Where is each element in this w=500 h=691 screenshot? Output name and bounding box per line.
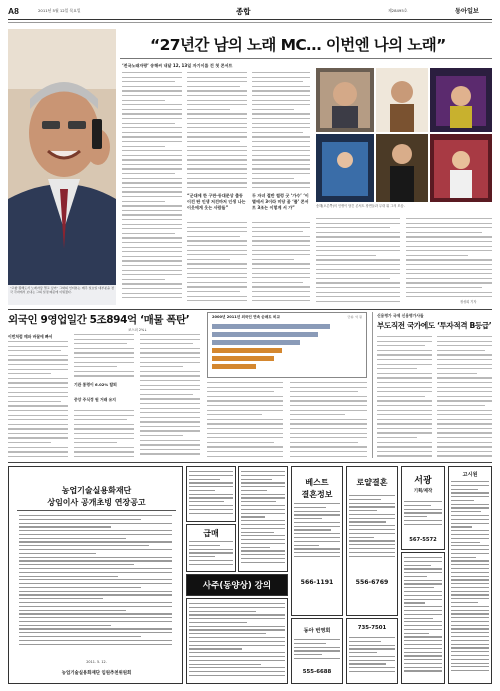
ad8-phone: 735-7501 bbox=[357, 625, 387, 631]
story2-col2 bbox=[74, 334, 134, 378]
ad-seogwang bbox=[401, 466, 445, 550]
ad3-title: 로얄결혼 bbox=[356, 478, 388, 487]
ad-royal-marriage bbox=[346, 466, 398, 616]
top-story-body-col2b bbox=[187, 222, 247, 304]
ad1-title-line2: 상임이사 공개초빙 연장공고 bbox=[47, 498, 146, 507]
story2-col1 bbox=[8, 341, 68, 457]
header-issue: 제28495호 bbox=[388, 8, 408, 13]
top-story-byline: 정성희 기자 bbox=[460, 300, 477, 304]
photo-caption: “고향 황해도서 노래자랑 열고 싶어” 그와의 인터뷰는 매주 일요일 대부분을 전국 각지에서 보내는 그의 일정 때문에 이뤄졌다. bbox=[10, 286, 114, 295]
section-name: 종합 bbox=[236, 7, 251, 16]
top-story-body-col3b bbox=[252, 222, 310, 304]
ad2-title: 결혼정보 bbox=[301, 490, 333, 499]
chart-box bbox=[207, 312, 367, 378]
ad7-lines bbox=[294, 639, 340, 667]
ad7-title: 동아 번영회 bbox=[303, 628, 331, 634]
ad-col-b-1 bbox=[238, 466, 288, 572]
story3-kicker: 신용평가 국제 신용평가사들 bbox=[377, 313, 424, 318]
sub-headline-1: “군대에 한 구판·동대문상 출동 이건 딴 인생 저건마저 인생 나는 이웃에게 웃는 사람들” bbox=[187, 193, 246, 210]
ad-dong-a bbox=[291, 618, 343, 684]
chart-plot bbox=[212, 322, 364, 376]
ad-col-e-2 bbox=[401, 552, 445, 684]
chart-note: 단위: 억 원 bbox=[347, 315, 362, 319]
ad4-sub: 기획/제작 bbox=[413, 489, 433, 494]
ad1-body bbox=[19, 515, 172, 655]
story2-sub-1: 이번처럼 매파 바꿀에 빠서 bbox=[8, 334, 53, 339]
ad-col-a-3 bbox=[186, 598, 288, 684]
ad-col-e-2-lines bbox=[404, 557, 442, 681]
ad-col-a-1-lines bbox=[189, 471, 233, 519]
top-story-body-col2 bbox=[187, 72, 247, 190]
story3-headline: 부도직전 국가에도 ‘투자적격 B등급’ bbox=[377, 321, 492, 330]
story3-col1 bbox=[377, 336, 432, 457]
story2-sub-2: 기관 통령이 6.02% 탈퇴 bbox=[74, 382, 117, 387]
ad3-lines bbox=[349, 495, 395, 565]
story2-sub-3: 중앙 주식정 원 거래 유지 bbox=[74, 397, 116, 402]
ad1-date: 2011. 5. 12. bbox=[86, 660, 107, 664]
ad4-phone: 567-5572 bbox=[409, 537, 437, 543]
ad9-lines bbox=[451, 481, 489, 681]
story2-col2b bbox=[74, 410, 134, 457]
top-story-body-col3 bbox=[252, 72, 310, 190]
ad-saju-lecture bbox=[186, 574, 288, 596]
ad-urgent-sale bbox=[186, 524, 236, 572]
ad-goshiwon bbox=[448, 466, 492, 684]
top-story-body-col5 bbox=[406, 218, 492, 298]
page-number: A8 bbox=[8, 6, 19, 16]
header-rule bbox=[8, 19, 492, 20]
ad2-brand: 베스트 bbox=[305, 478, 329, 487]
ad-best-marriage bbox=[291, 466, 343, 616]
story2-col4 bbox=[207, 382, 283, 457]
ad-col-a-3-lines bbox=[189, 603, 285, 681]
top-story-photo bbox=[8, 29, 116, 305]
collage-caption: 송해(오른쪽)의 인생이 담긴 콘서트 장면들과 무대 위 그의 모습. bbox=[316, 204, 405, 208]
ad3-phone: 556-6769 bbox=[355, 579, 389, 586]
ad6-title: 급매 bbox=[203, 529, 219, 538]
ad-col-a-1 bbox=[186, 466, 236, 522]
top-story-headline: “27년간 남의 노래 MC… 이번엔 나의 노래” bbox=[150, 36, 446, 54]
header-date: 2011년 5월 12일 목요일 bbox=[38, 8, 81, 13]
paper-logo: 동아일보 bbox=[455, 8, 479, 15]
ad9-title: 고시원 bbox=[462, 472, 478, 478]
column-divider bbox=[372, 312, 373, 458]
ad1-title-line1: 농업기술실용화재단 bbox=[61, 486, 132, 495]
ad-recruitment bbox=[8, 466, 183, 684]
concert-photo-collage bbox=[316, 68, 492, 202]
top-story-kicker: ‘전국노래자랑’ 송해씨 내달 12, 13일 자기이름 건 첫 콘서트 bbox=[122, 63, 233, 68]
portrait-illustration bbox=[8, 29, 116, 305]
story2-col5 bbox=[290, 382, 367, 457]
section-rule-2 bbox=[8, 462, 492, 463]
ad1-footer: 농업기술실용화재단 임원추천위원회 bbox=[61, 671, 132, 676]
chart-bars bbox=[212, 324, 330, 369]
ad-col-d-2 bbox=[346, 618, 398, 684]
story2-col3 bbox=[140, 334, 200, 457]
photo-caption-box bbox=[8, 285, 116, 305]
story2-kicker: 코스피 2%↓ bbox=[128, 328, 148, 332]
section-rule-1 bbox=[8, 309, 492, 310]
chart-title: 2000년 2011년 외국인 연속 순매도 비교 bbox=[212, 315, 280, 319]
top-story-body-col1 bbox=[122, 72, 182, 304]
ad4-brand: 서광 bbox=[414, 476, 432, 486]
top-story-body-col4 bbox=[316, 218, 400, 304]
ad1-rule bbox=[17, 510, 176, 511]
collage-illustration bbox=[316, 68, 492, 202]
ad5-title: 사주(동양상) 강의 bbox=[202, 581, 272, 591]
story3-col2 bbox=[437, 336, 492, 457]
ad7-phone: 555-6688 bbox=[302, 669, 332, 675]
ad4-lines bbox=[404, 501, 442, 531]
sub-headline-2: 두 자녀 절반 썰렁 굿 ‘가수’ ‘이별에서 3이라 미당 꿈 ‘풀’ 콘서트 3조는 이렇게 서 가” bbox=[252, 193, 309, 210]
header-rule-thin bbox=[8, 22, 492, 23]
ad8-lines bbox=[349, 637, 395, 681]
ad2-lines bbox=[294, 503, 340, 563]
headline-rule bbox=[120, 58, 492, 59]
ad6-lines bbox=[189, 541, 233, 571]
ad-col-b-1-lines bbox=[241, 471, 285, 569]
story2-headline: 외국인 9영업일간 5조894억 ‘매물 폭탄’ bbox=[8, 314, 190, 326]
page-header bbox=[8, 6, 492, 18]
ad2-phone: 566-1191 bbox=[300, 579, 334, 586]
